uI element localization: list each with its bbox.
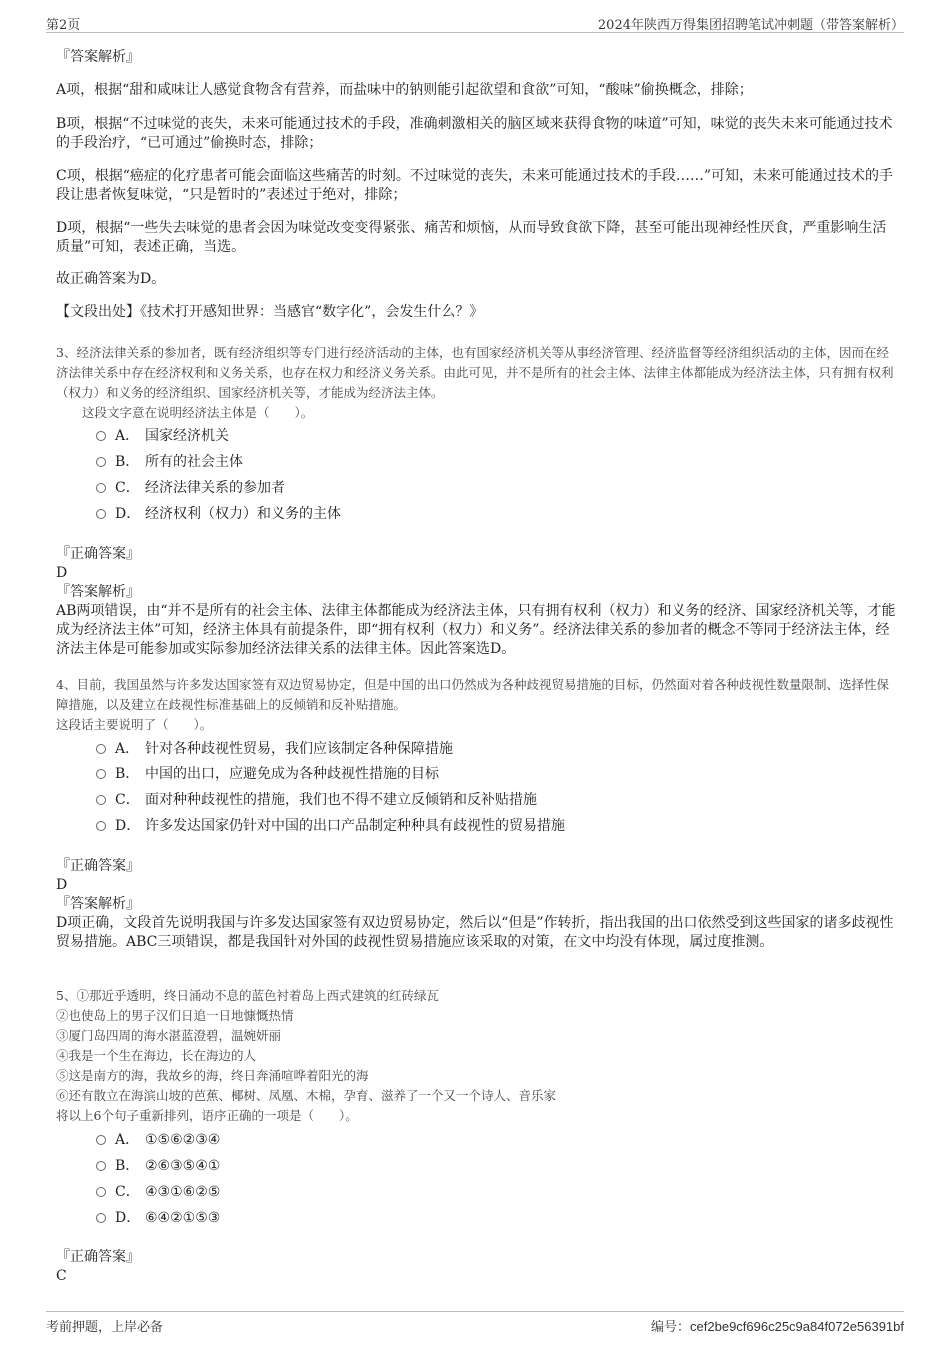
q5-option-a[interactable]: A． ①⑤⑥②③④ <box>96 1129 220 1149</box>
q4-option-a[interactable]: A． 针对各种歧视性贸易，我们应该制定各种保障措施 <box>96 738 453 758</box>
page-number: 第2页 <box>46 18 81 33</box>
q5-option-d[interactable]: D． ⑥④②①⑤③ <box>96 1207 220 1227</box>
q4-option-d[interactable]: D． 许多发达国家仍针对中国的出口产品制定种种具有歧视性的贸易措施 <box>96 815 565 835</box>
source: 【文段出处】《技术打开感知世界：当感官“数字化”，会发生什么？》 <box>56 304 484 320</box>
q5-option-b[interactable]: B． ②⑥③⑤④① <box>96 1155 220 1175</box>
document-code: 编号：cef2be9cf696c25c9a84f072e56391bf <box>651 1319 904 1335</box>
q4-question: 这段话主要说明了（ ）。 <box>56 717 213 732</box>
radio-icon[interactable] <box>96 1187 106 1197</box>
radio-icon[interactable] <box>96 795 106 805</box>
answer-label: 『正确答案』 <box>56 546 140 562</box>
radio-icon[interactable] <box>96 431 106 441</box>
radio-icon[interactable] <box>96 769 106 779</box>
q3-answer-block <box>56 545 896 659</box>
code-value: cef2be9cf696c25c9a84f072e56391bf <box>690 1319 904 1334</box>
footer-slogan: 考前押题，上岸必备 <box>46 1320 164 1335</box>
conclusion: 故正确答案为D。 <box>56 271 166 287</box>
analysis-b: B项，根据“不过味觉的丧失，未来可能通过技术的手段，准确刺激相关的脑区域来获得食物的味道”可知，味觉的丧失未来可能通过技术的手段治疗，“已可通过”偷换时态，排除； <box>56 116 893 151</box>
q3-option-b[interactable]: B． 所有的社会主体 <box>96 451 243 471</box>
q5-line: ②也使岛上的男子汉们日追一日地慷慨热情 <box>56 1008 294 1023</box>
q5-question: 将以上6个句子重新排列，语序正确的一项是（ ）。 <box>56 1108 358 1123</box>
analysis-c: C项，根据“癌症的化疗患者可能会面临这些痛苦的时刻。不过味觉的丧失，未来可能通过技术的手段……”可知，未来可能通过技术的手段让患者恢复味觉，“只是暂时的”表述过于绝对，排除； <box>56 168 894 203</box>
q4-option-c[interactable]: C． 面对种种歧视性的措施，我们也不得不建立反倾销和反补贴措施 <box>96 789 537 809</box>
page-header <box>46 12 904 33</box>
q3-question: 这段文字意在说明经济法主体是（ ）。 <box>82 405 314 420</box>
radio-icon[interactable] <box>96 744 106 754</box>
question-4 <box>56 675 896 735</box>
q3-option-a[interactable]: A． 国家经济机关 <box>96 425 229 445</box>
analysis-a: A项，根据“甜和咸味让人感觉食物含有营养，而盐味中的钠则能引起欲望和食欲”可知，“酸味”偷换概念，排除； <box>56 82 753 98</box>
q3-option-d[interactable]: D． 经济权利（权力）和义务的主体 <box>96 503 341 523</box>
radio-icon[interactable] <box>96 1213 106 1223</box>
document-title: 2024年陕西万得集团招聘笔试冲刺题（带答案解析） <box>597 18 904 33</box>
q4-answer-block <box>56 857 896 952</box>
answer-value: D <box>56 877 68 893</box>
prev-analysis-section <box>56 48 896 67</box>
q5-line: ⑥还有散立在海滨山坡的芭蕉、椰树、凤凰、木棉，孕育、滋养了一个又一个诗人、音乐家 <box>56 1088 557 1103</box>
answer-value: C <box>56 1268 67 1284</box>
radio-icon[interactable] <box>96 483 106 493</box>
answer-value: D <box>56 565 68 581</box>
analysis-label: 『答案解析』 <box>56 584 140 600</box>
q4-option-b[interactable]: B． 中国的出口，应避免成为各种歧视性措施的目标 <box>96 763 439 783</box>
q5-answer-block <box>56 1248 896 1286</box>
radio-icon[interactable] <box>96 1161 106 1171</box>
q3-stem: 3、经济法律关系的参加者，既有经济组织等专门进行经济活动的主体，也有国家经济机关等从事经济管理、经济监督等经济组织活动的主体，因而在经济法律关系中存在经济权利和义务关系，也存在权力和经济义务关系。由此可见，并不是所有的社会主体、法律主体都能成为经济法主体，只有拥有权利（权力）和义务的经济组织、国家经济机关等，才能成为经济法主体。 <box>56 345 894 400</box>
analysis-label: 『答案解析』 <box>56 49 140 65</box>
q5-line: ③厦门岛四周的海水湛蓝澄碧，温婉妍丽 <box>56 1028 282 1043</box>
answer-label: 『正确答案』 <box>56 858 140 874</box>
page-footer <box>46 1311 904 1336</box>
radio-icon[interactable] <box>96 1135 106 1145</box>
q5-option-c[interactable]: C． ④③①⑥②⑤ <box>96 1181 220 1201</box>
q5-line: 5、①那近乎透明，终日涌动不息的蓝色衬着岛上西式建筑的红砖绿瓦 <box>56 988 439 1003</box>
q4-stem: 4、目前，我国虽然与许多发达国家签有双边贸易协定，但是中国的出口仍然成为各种歧视贸易措施的目标，仍然面对着各种歧视性数量限制、选择性保障措施，以及建立在歧视性标准基础上的反倾销和反补贴措施。 <box>56 677 889 712</box>
radio-icon[interactable] <box>96 457 106 467</box>
q4-analysis: D项正确，文段首先说明我国与许多发达国家签有双边贸易协定，然后以“但是”作转折，指出我国的出口依然受到这些国家的诸多歧视性贸易措施。ABC三项错误，都是我国针对外国的歧视性贸易措施应该采取的对策，在文中均没有体现，属过度推测。 <box>56 915 894 950</box>
analysis-label: 『答案解析』 <box>56 896 140 912</box>
answer-label: 『正确答案』 <box>56 1249 140 1265</box>
question-5 <box>56 986 896 1126</box>
q3-option-c[interactable]: C． 经济法律关系的参加者 <box>96 477 285 497</box>
q5-line: ④我是一个生在海边，长在海边的人 <box>56 1048 257 1063</box>
analysis-d: D项，根据“一些失去味觉的患者会因为味觉改变变得紧张、痛苦和烦恼，从而导致食欲下降，甚至可能出现神经性厌食，严重影响生活质量”可知，表述正确，当选。 <box>56 220 887 255</box>
q5-line: ⑤这是南方的海，我故乡的海，终日奔涌喧哗着阳光的海 <box>56 1068 369 1083</box>
question-3 <box>56 343 896 423</box>
radio-icon[interactable] <box>96 821 106 831</box>
q3-analysis: AB两项错误，由“并不是所有的社会主体、法律主体都能成为经济法主体，只有拥有权利（权力）和义务的经济、国家经济机关等，才能成为经济法主体”可知，经济主体具有前提条件，即“拥有权利（权力）和义务”。经济法律关系的参加者的概念不等同于经济法主体，经济法主体是可能参加或实际参加经济法律关系的法律主体。因此答案选D。 <box>56 603 896 657</box>
radio-icon[interactable] <box>96 509 106 519</box>
